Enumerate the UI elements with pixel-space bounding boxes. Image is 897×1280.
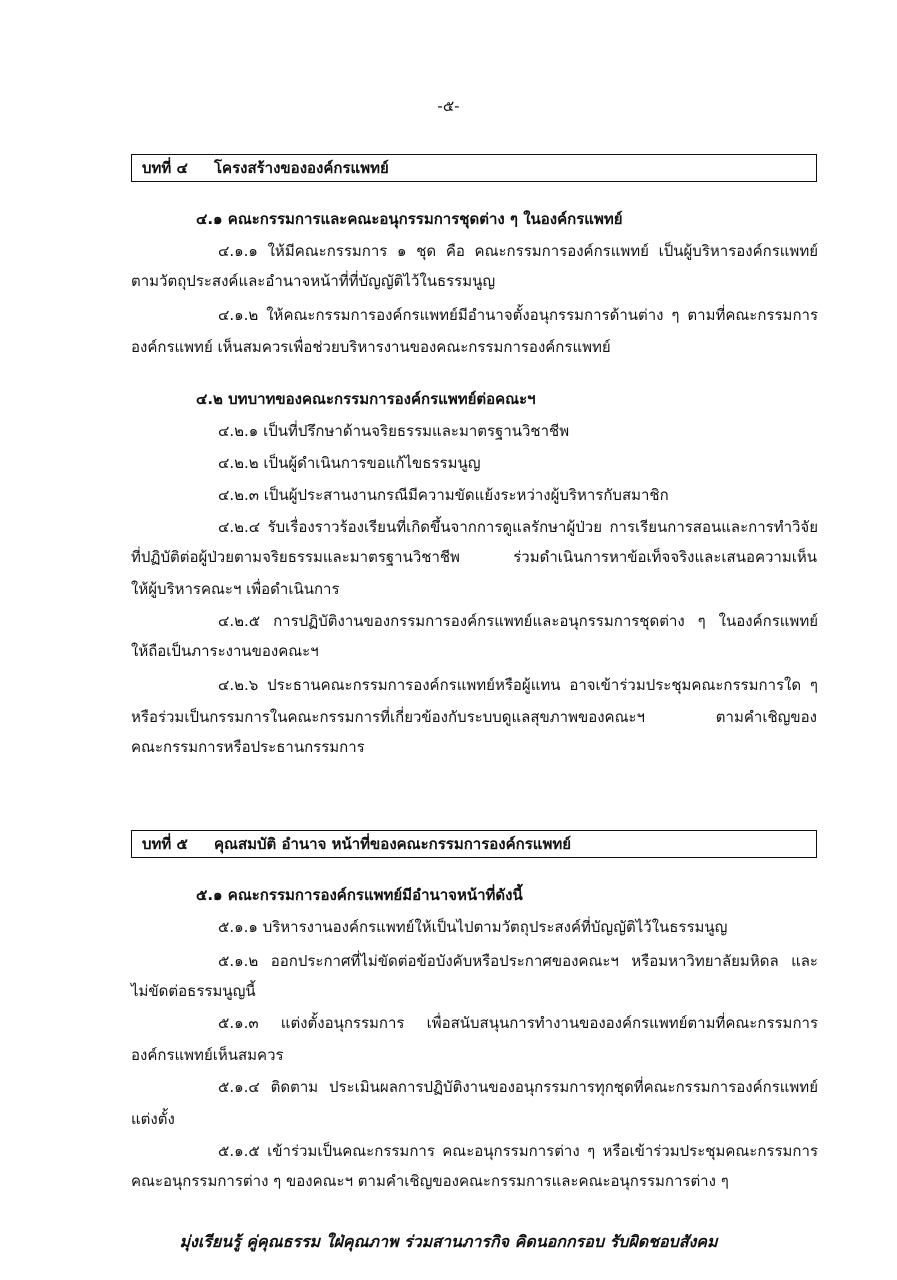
chapter-4-title: โครงสร้างขององค์กรแพทย์ — [214, 159, 389, 177]
item-4-2-4-line-1: ๔.๒.๔ รับเรื่องราวร้องเรียนที่เกิดขึ้นจากการดูแลรักษาผู้ป่วย การเรียนการสอนและการทำวิจัย — [218, 518, 818, 536]
item-4-1-1-line-2: ตามวัตถุประสงค์และอำนาจหน้าที่ที่บัญญัติไว้ในธรรมนูญ — [131, 272, 496, 290]
footer-motto: มุ่งเรียนรู้ คู่คุณธรรม ใฝ่คุณภาพ ร่วมสานภารกิจ คิดนอกกรอบ รับผิดชอบสังคม — [179, 1232, 718, 1251]
item-5-1-4-line-2: แต่งตั้ง — [131, 1110, 175, 1128]
item-4-1-2-line-1: ๔.๑.๒ ให้คณะกรรมการองค์กรแพทย์มีอำนาจตั้งอนุกรรมการด้านต่าง ๆ ตามที่คณะกรรมการ — [218, 306, 818, 324]
item-4-1-1-line-1: ๔.๑.๑ ให้มีคณะกรรมการ ๑ ชุด คือ คณะกรรมการองค์กรแพทย์ เป็นผู้บริหารองค์กรแพทย์ — [218, 242, 818, 260]
item-5-1-5-line-2: คณะอนุกรรมการต่าง ๆ ของคณะฯ ตามคำเชิญของคณะกรรมการและคณะอนุกรรมการต่าง ๆ — [131, 1172, 729, 1190]
section-4-2-heading: ๔.๒ บทบาทของคณะกรรมการองค์กรแพทย์ต่อคณะฯ — [196, 390, 536, 408]
item-5-1-3-line-1: ๕.๑.๓ แต่งตั้งอนุกรรมการ เพื่อสนับสนุนการทำงานขององค์กรแพทย์ตามที่คณะกรรมการ — [218, 1014, 818, 1032]
chapter-5-header — [131, 830, 817, 858]
item-4-2-6-line-1: ๔.๒.๖ ประธานคณะกรรมการองค์กรแพทย์หรือผู้แทน อาจเข้าร่วมประชุมคณะกรรมการใด ๆ — [218, 676, 818, 694]
item-4-2-5-line-1: ๔.๒.๕ การปฏิบัติงานของกรรมการองค์กรแพทย์และอนุกรรมการชุดต่าง ๆ ในองค์กรแพทย์ — [218, 612, 818, 630]
chapter-5-title: คุณสมบัติ อำนาจ หน้าที่ของคณะกรรมการองค์กรแพทย์ — [214, 835, 572, 853]
item-4-2-4-line-3: ให้ผู้บริหารคณะฯ เพื่อดำเนินการ — [131, 580, 340, 598]
item-5-1-2-line-2: ไม่ขัดต่อธรรมนูญนี้ — [131, 982, 256, 1000]
item-5-1-4-line-1: ๕.๑.๔ ติดตาม ประเมินผลการปฏิบัติงานของอนุกรรมการทุกชุดที่คณะกรรมการองค์กรแพทย์ — [218, 1078, 818, 1096]
section-4-1-heading: ๔.๑ คณะกรรมการและคณะอนุกรรมการชุดต่าง ๆ ในองค์กรแพทย์ — [196, 210, 623, 228]
item-4-2-6-line-3: คณะกรรมการหรือประธานกรรมการ — [131, 738, 365, 756]
item-5-1-3-line-2: องค์กรแพทย์เห็นสมควร — [131, 1046, 284, 1064]
item-4-1-2-line-2: องค์กรแพทย์ เห็นสมควรเพื่อช่วยบริหารงานของคณะกรรมการองค์กรแพทย์ — [131, 338, 611, 356]
item-4-2-2: ๔.๒.๒ เป็นผู้ดำเนินการขอแก้ไขธรรมนูญ — [218, 454, 481, 472]
item-4-2-6-line-2: หรือร่วมเป็นกรรมการในคณะกรรมการที่เกี่ยวข้องกับระบบดูแลสุขภาพของคณะฯ ตามคำเชิญของ — [131, 708, 817, 726]
item-5-1-5-line-1: ๕.๑.๕ เข้าร่วมเป็นคณะกรรมการ คณะอนุกรรมการต่าง ๆ หรือเข้าร่วมประชุมคณะกรรมการ — [218, 1142, 818, 1160]
chapter-5-number: บทที่ ๕ — [142, 835, 188, 853]
item-4-2-3: ๔.๒.๓ เป็นผู้ประสานงานกรณีมีความขัดแย้งระหว่างผู้บริหารกับสมาชิก — [218, 486, 669, 504]
item-4-2-1: ๔.๒.๑ เป็นที่ปรึกษาด้านจริยธรรมและมาตรฐานวิชาชีพ — [218, 422, 570, 440]
section-5-1-heading: ๕.๑ คณะกรรมการองค์กรแพทย์มีอำนาจหน้าที่ดังนี้ — [196, 886, 523, 904]
item-5-1-2-line-1: ๕.๑.๒ ออกประกาศที่ไม่ขัดต่อข้อบังคับหรือประกาศของคณะฯ หรือมหาวิทยาลัยมหิดล และ — [218, 952, 818, 970]
chapter-4-number: บทที่ ๔ — [142, 159, 188, 177]
page-number: -๕- — [437, 97, 460, 115]
item-5-1-1: ๕.๑.๑ บริหารงานองค์กรแพทย์ให้เป็นไปตามวัตถุประสงค์ที่บัญญัติไว้ในธรรมนูญ — [218, 918, 728, 936]
chapter-4-header — [131, 154, 817, 182]
item-4-2-4-line-2: ที่ปฏิบัติต่อผู้ป่วยตามจริยธรรมและมาตรฐานวิชาชีพ ร่วมดำเนินการหาข้อเท็จจริงและเสนอความเห็น — [131, 548, 817, 566]
item-4-2-5-line-2: ให้ถือเป็นภาระงานของคณะฯ — [131, 642, 319, 660]
